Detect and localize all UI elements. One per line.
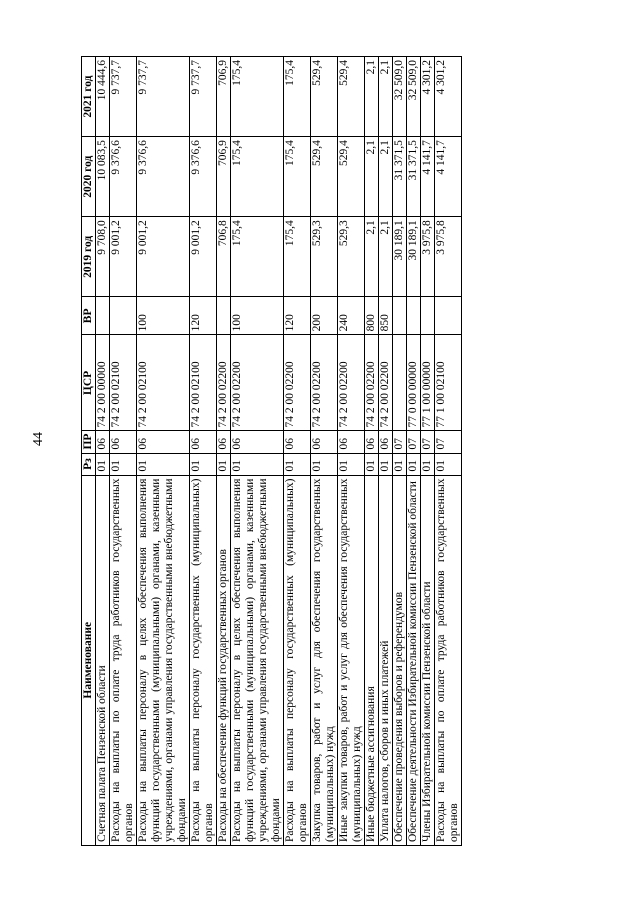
- cell-y2019: 175,4: [231, 217, 284, 297]
- cell-name: Расходы на выплаты персоналу в целях обеспечения выполнения функций государственными (муниципальными) органами, казенными учреждениями, органами управления государственными внебюджетными фондами: [137, 475, 190, 845]
- cell-vr: 800: [365, 297, 379, 335]
- cell-name: Уплата налогов, сборов и иных платежей: [379, 475, 393, 845]
- cell-y2020: 9 376,6: [110, 137, 137, 217]
- cell-pr: 06: [96, 431, 110, 453]
- table-header-row: [82, 57, 96, 846]
- cell-rz: 01: [379, 453, 393, 475]
- cell-rz: 01: [137, 453, 190, 475]
- cell-csr: 77 1 00 00000: [421, 335, 435, 431]
- cell-pr: 06: [190, 431, 217, 453]
- cell-rz: 01: [421, 453, 435, 475]
- cell-name: Закупка товаров, работ и услуг для обеспечения государственных (муниципальных) нужд: [311, 475, 338, 845]
- cell-vr: [421, 297, 435, 335]
- cell-y2021: 32 509,0: [393, 57, 407, 137]
- table-row: [231, 57, 284, 846]
- cell-y2020: 706,9: [217, 137, 231, 217]
- header-2021: 2021 год: [82, 57, 96, 137]
- cell-y2020: 529,4: [311, 137, 338, 217]
- cell-csr: [393, 335, 407, 431]
- cell-pr: 06: [365, 431, 379, 453]
- cell-csr: 77 0 00 00000: [407, 335, 421, 431]
- table-row: [137, 57, 190, 846]
- cell-rz: 01: [190, 453, 217, 475]
- cell-y2021: 2,1: [379, 57, 393, 137]
- cell-y2019: 9 001,2: [110, 217, 137, 297]
- cell-csr: 74 2 00 02200: [338, 335, 365, 431]
- cell-csr: 74 2 00 02200: [311, 335, 338, 431]
- cell-pr: 07: [393, 431, 407, 453]
- cell-y2021: 175,4: [231, 57, 284, 137]
- cell-pr: 06: [311, 431, 338, 453]
- cell-y2020: 9 376,6: [190, 137, 217, 217]
- cell-name: Иные бюджетные ассигнования: [365, 475, 379, 845]
- cell-pr: 06: [110, 431, 137, 453]
- cell-y2019: 2,1: [379, 217, 393, 297]
- table-row: [435, 57, 462, 846]
- cell-rz: 01: [217, 453, 231, 475]
- cell-y2020: 4 141,7: [435, 137, 462, 217]
- table-row: [217, 57, 231, 846]
- cell-y2020: 175,4: [284, 137, 311, 217]
- header-2019: 2019 год: [82, 217, 96, 297]
- cell-y2019: 3 975,8: [435, 217, 462, 297]
- cell-vr: [217, 297, 231, 335]
- cell-vr: [393, 297, 407, 335]
- cell-y2020: 9 376,6: [137, 137, 190, 217]
- header-rz: Рз: [82, 453, 96, 475]
- cell-y2020: 31 371,5: [393, 137, 407, 217]
- cell-vr: 120: [190, 297, 217, 335]
- cell-y2021: 529,4: [338, 57, 365, 137]
- cell-csr: 74 2 00 02200: [379, 335, 393, 431]
- header-csr: ЦСР: [82, 335, 96, 431]
- table-row: [393, 57, 407, 846]
- cell-y2019: 2,1: [365, 217, 379, 297]
- cell-rz: 01: [393, 453, 407, 475]
- cell-name: Расходы на выплаты персоналу государственных (муниципальных) органов: [190, 475, 217, 845]
- header-2020: 2020 год: [82, 137, 96, 217]
- cell-y2021: 9 737,7: [137, 57, 190, 137]
- cell-rz: 01: [338, 453, 365, 475]
- cell-vr: [96, 297, 110, 335]
- cell-vr: 240: [338, 297, 365, 335]
- cell-y2019: 3 975,8: [421, 217, 435, 297]
- cell-vr: 100: [137, 297, 190, 335]
- cell-y2019: 706,8: [217, 217, 231, 297]
- cell-y2019: 30 189,1: [407, 217, 421, 297]
- header-name: Наименование: [82, 475, 96, 845]
- cell-vr: [110, 297, 137, 335]
- page-number: 44: [31, 432, 46, 446]
- cell-y2019: 529,3: [311, 217, 338, 297]
- cell-y2021: 706,9: [217, 57, 231, 137]
- cell-csr: 74 2 00 02200: [365, 335, 379, 431]
- cell-name: Обеспечение проведения выборов и референдумов: [393, 475, 407, 845]
- cell-pr: 07: [407, 431, 421, 453]
- cell-csr: 74 2 00 02100: [137, 335, 190, 431]
- cell-name: Члены Избирательной комиссии Пензенской области: [421, 475, 435, 845]
- cell-csr: 74 2 00 02200: [217, 335, 231, 431]
- cell-rz: 01: [96, 453, 110, 475]
- cell-rz: 01: [407, 453, 421, 475]
- cell-rz: 01: [365, 453, 379, 475]
- cell-rz: 01: [110, 453, 137, 475]
- header-vr: ВР: [82, 297, 96, 335]
- cell-csr: 74 2 00 02100: [110, 335, 137, 431]
- cell-y2021: 4 301,2: [421, 57, 435, 137]
- cell-rz: 01: [435, 453, 462, 475]
- cell-rz: 01: [284, 453, 311, 475]
- cell-rz: 01: [311, 453, 338, 475]
- cell-y2019: 9 001,2: [137, 217, 190, 297]
- cell-y2020: 31 371,5: [407, 137, 421, 217]
- cell-y2020: 10 083,5: [96, 137, 110, 217]
- cell-y2020: 2,1: [365, 137, 379, 217]
- cell-name: Расходы на выплаты по оплате труда работников государственных органов: [110, 475, 137, 845]
- cell-pr: 06: [379, 431, 393, 453]
- cell-vr: [407, 297, 421, 335]
- cell-pr: 06: [284, 431, 311, 453]
- cell-vr: 100: [231, 297, 284, 335]
- cell-rz: 01: [231, 453, 284, 475]
- cell-y2021: 529,4: [311, 57, 338, 137]
- cell-name: Расходы на выплаты персоналу государственных (муниципальных) органов: [284, 475, 311, 845]
- cell-y2019: 30 189,1: [393, 217, 407, 297]
- cell-y2020: 175,4: [231, 137, 284, 217]
- cell-y2021: 4 301,2: [435, 57, 462, 137]
- cell-csr: 77 1 00 02100: [435, 335, 462, 431]
- cell-vr: 200: [311, 297, 338, 335]
- table-row: [365, 57, 379, 846]
- table-row: [311, 57, 338, 846]
- cell-name: Счетная палата Пензенской области: [96, 475, 110, 845]
- table-row: [421, 57, 435, 846]
- budget-table-container: [81, 56, 462, 846]
- cell-y2021: 10 444,6: [96, 57, 110, 137]
- cell-vr: [435, 297, 462, 335]
- cell-pr: 06: [217, 431, 231, 453]
- cell-pr: 06: [137, 431, 190, 453]
- cell-vr: 120: [284, 297, 311, 335]
- cell-y2019: 529,3: [338, 217, 365, 297]
- cell-y2020: 4 141,7: [421, 137, 435, 217]
- table-body: [96, 57, 462, 846]
- cell-y2019: 9 708,0: [96, 217, 110, 297]
- cell-name: Расходы на обеспечение функций государственных органов: [217, 475, 231, 845]
- cell-y2019: 175,4: [284, 217, 311, 297]
- header-pr: ПР: [82, 431, 96, 453]
- table-row: [379, 57, 393, 846]
- cell-name: Обеспечение деятельности Избирательной комиссии Пензенской области: [407, 475, 421, 845]
- cell-csr: 74 2 00 02100: [190, 335, 217, 431]
- cell-y2021: 175,4: [284, 57, 311, 137]
- cell-y2021: 2,1: [365, 57, 379, 137]
- cell-csr: 74 2 00 02200: [284, 335, 311, 431]
- cell-name: Расходы на выплаты персоналу в целях обеспечения выполнения функций государственными (муниципальными) органами, казенными учреждениями, органами управления государственными внебюджетными фондами: [231, 475, 284, 845]
- table-row: [338, 57, 365, 846]
- cell-pr: 07: [421, 431, 435, 453]
- cell-pr: 06: [338, 431, 365, 453]
- table-row: [284, 57, 311, 846]
- cell-csr: 74 2 00 02200: [231, 335, 284, 431]
- table-row: [190, 57, 217, 846]
- table-row: [110, 57, 137, 846]
- cell-y2021: 9 737,7: [110, 57, 137, 137]
- budget-table: [81, 56, 462, 846]
- cell-pr: 06: [231, 431, 284, 453]
- cell-csr: 74 2 00 00000: [96, 335, 110, 431]
- cell-name: Иные закупки товаров, работ и услуг для обеспечения государственных (муниципальных) нужд: [338, 475, 365, 845]
- table-row: [96, 57, 110, 846]
- table-row: [407, 57, 421, 846]
- cell-y2020: 2,1: [379, 137, 393, 217]
- cell-y2021: 9 737,7: [190, 57, 217, 137]
- cell-y2020: 529,4: [338, 137, 365, 217]
- cell-vr: 850: [379, 297, 393, 335]
- cell-y2019: 9 001,2: [190, 217, 217, 297]
- cell-pr: 07: [435, 431, 462, 453]
- cell-y2021: 32 509,0: [407, 57, 421, 137]
- cell-name: Расходы на выплаты по оплате труда работников государственных органов: [435, 475, 462, 845]
